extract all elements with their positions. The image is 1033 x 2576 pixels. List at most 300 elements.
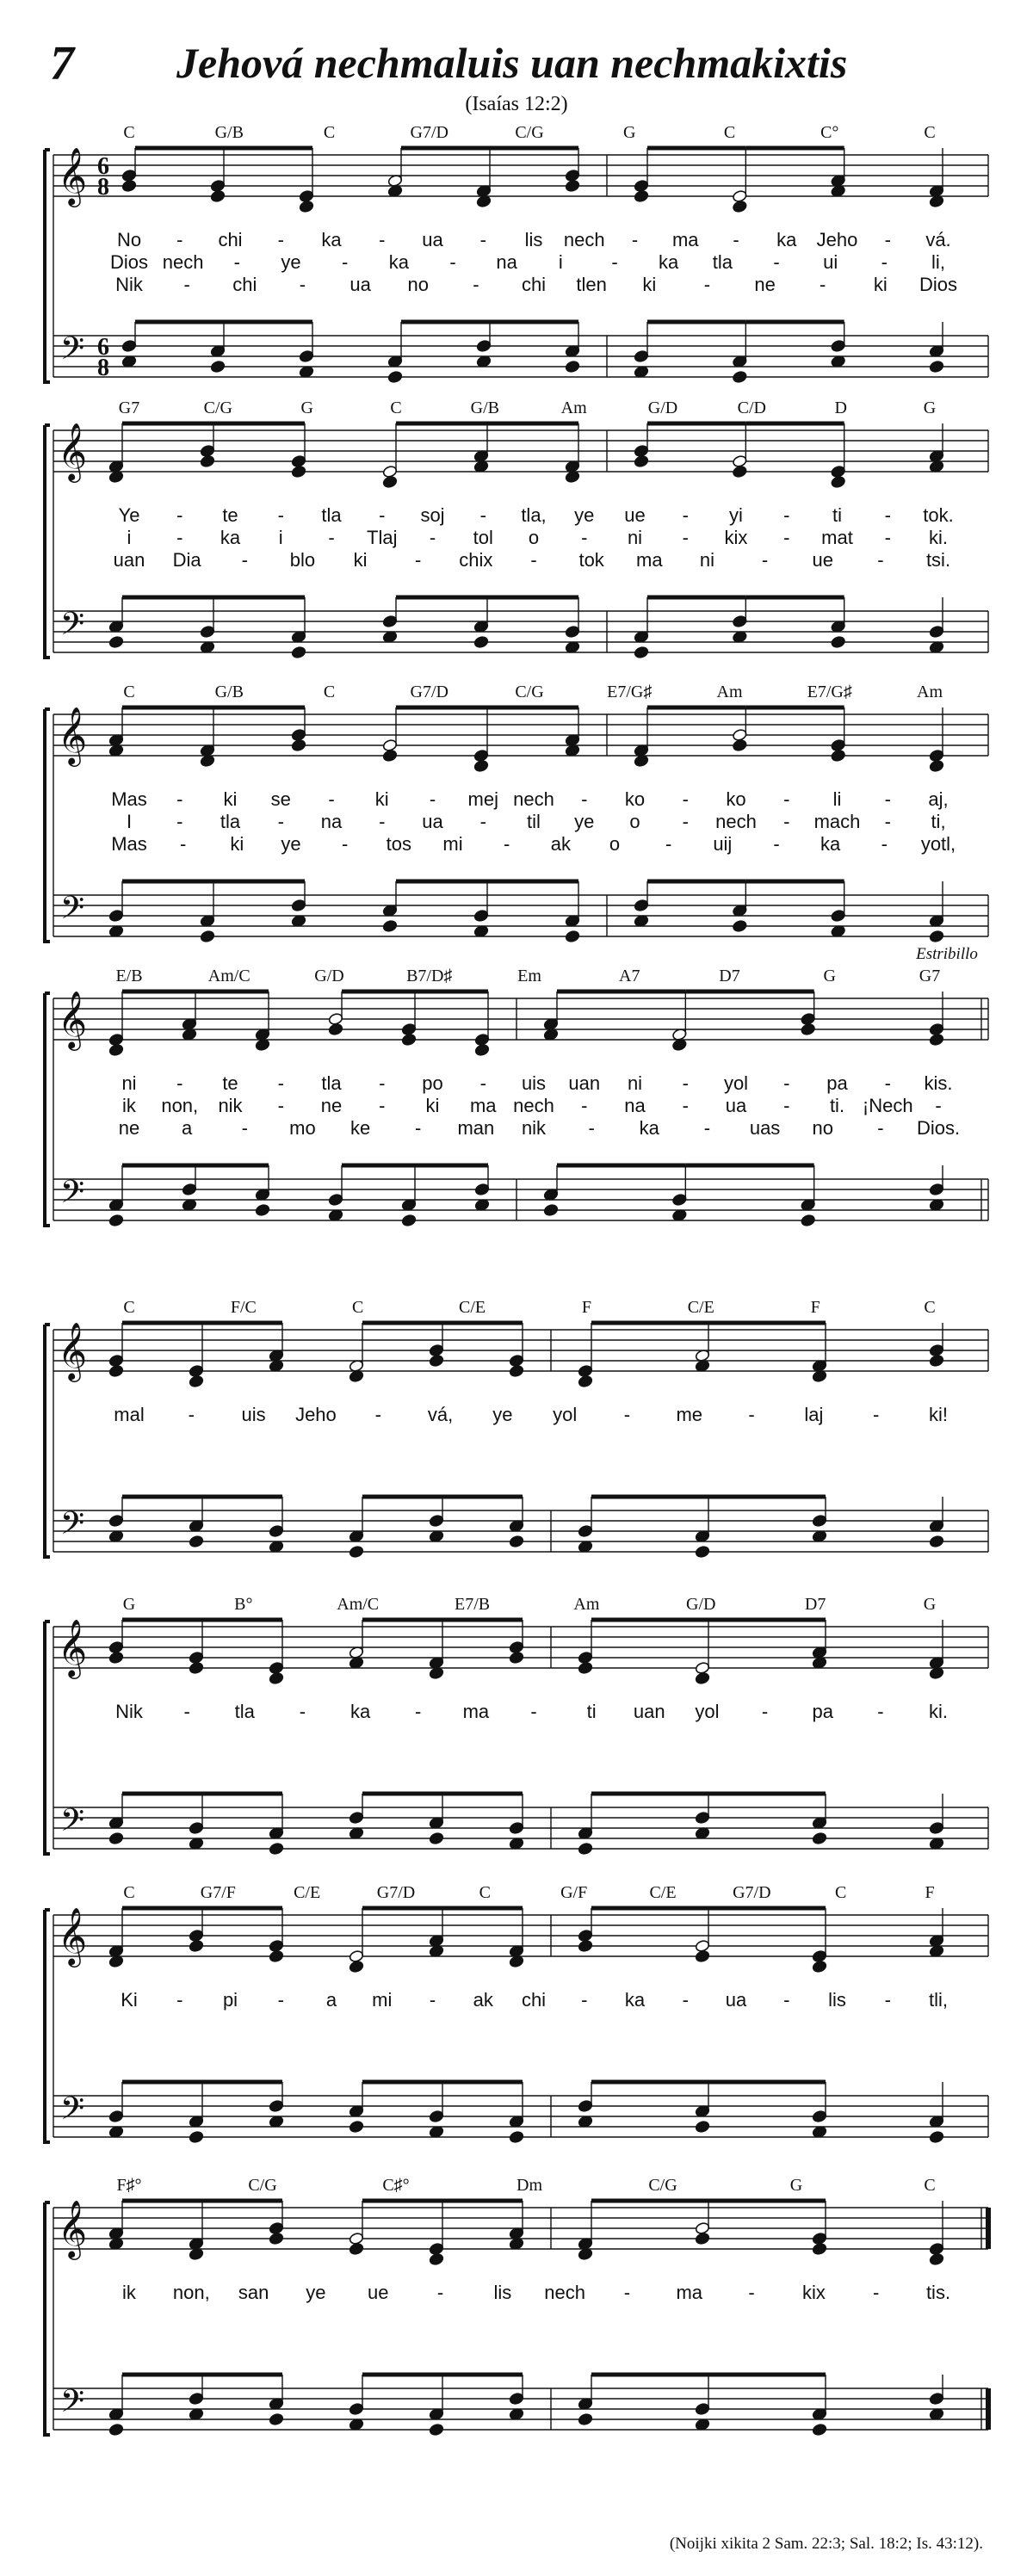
note-head (476, 339, 492, 352)
note-head (108, 1514, 124, 1527)
note-head (108, 1640, 124, 1653)
note-head (732, 615, 747, 627)
note-head (108, 1364, 124, 1377)
lyric-syllable: i (558, 251, 563, 273)
lyric-syllable: nech (513, 788, 554, 810)
lyric-hyphen: - (682, 527, 689, 548)
note-head (634, 349, 649, 362)
lyric-syllable: ua (422, 229, 443, 250)
lyric-syllable: ua (725, 1095, 747, 1116)
note-head (578, 1374, 593, 1387)
note-head (382, 475, 398, 488)
chord-symbol: G (300, 398, 313, 417)
lyric-syllable: uij (713, 833, 733, 855)
note-head (695, 1939, 710, 1952)
note-head (473, 635, 489, 648)
lyric-syllable: vá. (925, 229, 951, 250)
note-head (401, 1022, 417, 1035)
note-head (299, 200, 314, 213)
lyric-syllable: na (496, 251, 517, 273)
bass-clef-icon: 𝄢 (59, 1505, 85, 1549)
note-head (387, 370, 403, 383)
note-head (578, 1939, 593, 1952)
lyric-hyphen: - (877, 1701, 884, 1722)
chord-symbol: C/D (737, 398, 767, 417)
lyric-syllable: ka (639, 1117, 659, 1139)
lyric-syllable: tok. (923, 504, 954, 526)
scripture-reference: (Isaías 12:2) (465, 93, 568, 115)
note-head (929, 930, 944, 942)
lyric-hyphen: - (415, 1701, 422, 1722)
chord-symbol: C (924, 2176, 936, 2195)
note-head (509, 2130, 524, 2143)
lyric-syllable: yol (723, 1072, 749, 1094)
lyric-syllable: nech (162, 251, 204, 273)
lyric-syllable: ki. (929, 1701, 948, 1722)
lyric-syllable: yol (695, 1701, 720, 1722)
lyric-syllable: yol (553, 1404, 578, 1425)
lyric-hyphen: - (328, 527, 335, 548)
lyric-syllable: ik (122, 1095, 136, 1116)
lyric-syllable: kix (801, 2282, 826, 2303)
lyric-syllable: ua (422, 811, 443, 832)
chord-symbol: G7/D (410, 123, 448, 142)
lyric-syllable: lis (828, 1989, 846, 2011)
chord-symbol: C/E (294, 1883, 321, 1902)
note-head (269, 1671, 284, 1684)
treble-clef-icon: 𝄞 (57, 1321, 88, 1380)
lyric-syllable: tlen (576, 274, 607, 295)
lyric-syllable: tla (234, 1701, 255, 1722)
note-head (108, 1043, 124, 1056)
note-head (382, 615, 398, 627)
note-head (210, 179, 226, 192)
note-head (831, 749, 846, 762)
lyric-syllable: yotl, (920, 833, 956, 855)
lyric-hyphen: - (479, 1072, 486, 1094)
lyric-syllable: nik (218, 1095, 243, 1116)
lyric-hyphen: - (436, 2282, 444, 2303)
lyric-hyphen: - (342, 833, 349, 855)
note-head (108, 2110, 124, 2122)
lyric-syllable: ui (823, 251, 838, 273)
lyric-hyphen: - (479, 229, 486, 250)
lyric-syllable: ye (281, 251, 301, 273)
note-head (565, 930, 580, 942)
lyric-syllable: man (457, 1117, 495, 1139)
note-head (108, 1832, 124, 1844)
note-head (695, 1545, 710, 1558)
note-head (695, 1949, 710, 1962)
note-head (831, 465, 846, 478)
treble-clef-icon: 𝄞 (57, 990, 88, 1048)
chord-symbol: Am/C (337, 1595, 380, 1614)
note-head (189, 1821, 204, 1834)
lyric-syllable: ko (624, 788, 646, 810)
lyric-syllable: non, (161, 1095, 199, 1116)
lyric-syllable: ki (230, 833, 244, 855)
note-head (291, 454, 306, 467)
note-head (189, 1374, 204, 1387)
lyric-syllable: san (238, 2282, 269, 2303)
lyric-hyphen: - (277, 504, 284, 526)
lyric-hyphen: - (783, 1072, 790, 1094)
lyric-syllable: uas (749, 1117, 781, 1139)
lyric-syllable: soj (420, 504, 445, 526)
lyric-syllable: ue (812, 549, 833, 571)
lyric-syllable: ke (349, 1117, 371, 1139)
lyric-hyphen: - (884, 504, 891, 526)
lyric-hyphen: - (631, 229, 639, 250)
lyric-syllable: se (270, 788, 291, 810)
lyric-hyphen: - (328, 788, 335, 810)
note-head (695, 1671, 710, 1684)
lyric-hyphen: - (682, 1095, 689, 1116)
chord-symbol: Am (716, 683, 743, 701)
chord-symbol: Em (517, 967, 541, 985)
lyric-hyphen: - (783, 1989, 790, 2011)
footer-note: (Noijki xikita 2 Sam. 22:3; Sal. 18:2; Is. 43:12). (669, 2535, 983, 2553)
note-head (509, 1640, 524, 1653)
lyric-syllable: Dia (172, 549, 201, 571)
lyric-syllable: tos (386, 833, 412, 855)
note-head (349, 1545, 364, 1558)
note-head (634, 179, 649, 192)
lyric-hyphen: - (581, 527, 588, 548)
lyric-syllable: me (676, 1404, 703, 1425)
lyric-syllable: Nik (115, 1701, 143, 1722)
note-head (929, 2130, 944, 2143)
system-bracket (45, 1325, 50, 1557)
lyric-hyphen: - (773, 251, 780, 273)
chord-symbol: G (789, 2176, 803, 2195)
lyric-syllable: ¡Nech (862, 1095, 913, 1116)
chord-symbol: Am (573, 1595, 600, 1614)
system-bracket (45, 1910, 50, 2142)
lyric-syllable: ki! (929, 1404, 948, 1425)
bass-clef-icon: 𝄢 (59, 1802, 85, 1846)
chord-symbol: C (834, 1883, 847, 1902)
lyric-syllable: vá, (427, 1404, 454, 1425)
chord-symbol: G (122, 1595, 136, 1614)
note-head (200, 444, 215, 457)
lyric-syllable: Mas (111, 833, 147, 855)
note-head (812, 1514, 827, 1527)
note-head (929, 360, 944, 373)
treble-clef-icon: 𝄞 (57, 706, 88, 764)
lyric-syllable: Ye (118, 504, 140, 526)
note-head (429, 1832, 444, 1844)
chord-symbol: F/C (230, 1298, 257, 1317)
chord-symbol: G (923, 1595, 937, 1614)
lyric-hyphen: - (623, 1404, 631, 1425)
note-head (328, 1193, 343, 1206)
bass-clef-icon: 𝄢 (59, 2091, 85, 2134)
lyric-hyphen: - (429, 527, 436, 548)
lyric-hyphen: - (877, 1117, 884, 1139)
lyric-hyphen: - (479, 504, 486, 526)
lyric-hyphen: - (761, 1701, 769, 1722)
note-head (429, 2110, 444, 2122)
note-head (634, 444, 649, 457)
lyric-syllable: chi (218, 229, 243, 250)
lyric-hyphen: - (176, 1072, 183, 1094)
lyric-syllable: ma (636, 549, 663, 571)
chord-symbol: F (581, 1298, 591, 1317)
lyric-hyphen: - (277, 1095, 284, 1116)
note-head (634, 899, 649, 911)
note-head (473, 909, 489, 922)
system-bracket (45, 1622, 50, 1854)
lyric-hyphen: - (884, 527, 891, 548)
chord-symbol: C (323, 683, 336, 701)
lyric-syllable: Nik (115, 274, 143, 295)
lyric-hyphen: - (581, 788, 588, 810)
note-head (578, 2412, 593, 2425)
lyric-hyphen: - (241, 549, 248, 571)
note-head (929, 2392, 944, 2405)
lyric-hyphen: - (761, 549, 769, 571)
chord-symbol: D7 (719, 967, 740, 985)
lyric-syllable: ni (627, 527, 643, 548)
lyric-syllable: po (422, 1072, 443, 1094)
note-head (812, 2242, 827, 2255)
bass-clef-icon: 𝄢 (59, 1174, 85, 1218)
lyric-syllable: ki (374, 788, 389, 810)
lyric-hyphen: - (783, 811, 790, 832)
lyric-syllable: lis (524, 229, 543, 250)
lyric-syllable: o (609, 833, 621, 855)
note-head (189, 1651, 204, 1664)
note-head (929, 749, 944, 762)
chord-symbol: Am (917, 683, 943, 701)
lyric-syllable: nech (563, 229, 605, 250)
lyric-syllable: Dios. (916, 1117, 961, 1139)
lyric-hyphen: - (277, 1072, 284, 1094)
hymn-number: 7 (50, 37, 74, 90)
lyric-syllable: ki (425, 1095, 440, 1116)
lyric-hyphen: - (783, 527, 790, 548)
lyric-hyphen: - (379, 229, 386, 250)
note-head (200, 930, 215, 942)
time-signature-bottom: 8 (97, 174, 109, 201)
chord-symbol: C (123, 683, 135, 701)
note-head (429, 1514, 444, 1527)
lyric-syllable: ka (388, 251, 409, 273)
note-head (429, 2242, 444, 2255)
lyric-hyphen: - (429, 788, 436, 810)
note-head (299, 349, 314, 362)
system-bracket (45, 150, 50, 382)
lyric-hyphen: - (277, 811, 284, 832)
note-head (349, 1811, 364, 1824)
lyric-syllable: ki (223, 788, 238, 810)
lyric-hyphen: - (581, 1989, 588, 2011)
lyric-syllable: tli, (929, 1989, 948, 2011)
treble-clef-icon: 𝄞 (57, 146, 88, 205)
note-head (578, 1929, 593, 1942)
lyric-hyphen: - (176, 1989, 183, 2011)
lyric-syllable: no (407, 274, 429, 295)
chord-symbol: G/B (214, 683, 244, 701)
lyric-syllable: chi (232, 274, 257, 295)
chord-symbol: A7 (619, 967, 640, 985)
lyric-hyphen: - (682, 811, 689, 832)
lyric-syllable: ue (367, 2282, 389, 2303)
chord-symbol: C (123, 123, 135, 142)
lyric-syllable: pa (812, 1701, 833, 1722)
lyric-hyphen: - (429, 1989, 436, 2011)
note-head (474, 1183, 490, 1195)
note-head (269, 1939, 284, 1952)
note-head (291, 738, 306, 751)
chord-symbol: C/G (203, 398, 233, 417)
note-head (401, 1033, 417, 1046)
lyric-syllable: Dios (919, 274, 958, 295)
note-head (812, 2232, 827, 2245)
lyric-syllable: ni (121, 1072, 137, 1094)
lyric-syllable: ye (306, 2282, 326, 2303)
note-head (121, 179, 137, 192)
note-head (929, 1354, 944, 1367)
lyric-hyphen: - (530, 549, 537, 571)
note-head (732, 728, 747, 741)
lyric-syllable: ye (574, 811, 595, 832)
note-head (349, 2402, 364, 2415)
chord-symbol: C♯° (382, 2176, 410, 2195)
lyric-hyphen: - (884, 229, 891, 250)
chord-symbol: G/D (686, 1595, 716, 1614)
hymn-title: Jehová nechmaluis uan nechmakixtis (176, 39, 848, 87)
chord-symbol: G (823, 967, 836, 985)
note-head (401, 1214, 417, 1226)
chord-symbol: C (123, 1883, 135, 1902)
chord-symbol: E7/G♯ (607, 683, 653, 701)
lyric-syllable: ne (320, 1095, 343, 1116)
lyric-syllable: ye (281, 833, 301, 855)
note-head (695, 1661, 710, 1674)
note-head (299, 189, 314, 202)
lyric-syllable: ua (349, 274, 371, 295)
chord-symbol: G7/D (410, 683, 448, 701)
chord-symbol: G7 (118, 398, 140, 417)
system-2 (45, 398, 988, 659)
treble-clef-icon: 𝄞 (57, 2199, 88, 2258)
note-head (429, 2252, 444, 2265)
note-head (929, 759, 944, 772)
note-head (578, 1661, 593, 1674)
lyric-syllable: ak (550, 833, 571, 855)
note-head (732, 465, 747, 478)
lyric-hyphen: - (820, 274, 826, 295)
note-head (189, 1929, 204, 1942)
lyric-syllable: ue (624, 504, 646, 526)
chord-symbol: G/B (214, 123, 244, 142)
lyric-hyphen: - (379, 1072, 386, 1094)
note-head (929, 1022, 944, 1035)
lyric-syllable: I (126, 811, 133, 832)
chord-symbol: E7/G♯ (807, 683, 852, 701)
system-4 (45, 945, 988, 1227)
system-1 (45, 123, 988, 384)
lyric-syllable: blo (289, 549, 316, 571)
lyric-syllable: ka (776, 229, 797, 250)
system-3 (45, 683, 988, 943)
note-head (578, 1651, 593, 1664)
lyric-hyphen: - (884, 811, 891, 832)
lyric-syllable: nech (544, 2282, 586, 2303)
lyric-syllable: ti. (829, 1095, 845, 1116)
note-head (695, 1811, 710, 1824)
lyric-syllable: mach (813, 811, 861, 832)
lyric-syllable: ma (671, 229, 699, 250)
note-head (929, 2252, 944, 2265)
chord-symbol: Am/C (207, 967, 251, 985)
lyric-hyphen: - (884, 788, 891, 810)
note-head (189, 2392, 204, 2405)
lyric-syllable: ye (492, 1404, 513, 1425)
lyric-syllable: ka (349, 1701, 371, 1722)
lyric-syllable: No (116, 229, 142, 250)
note-head (473, 759, 489, 772)
note-head (108, 1651, 124, 1664)
chord-symbol: G (623, 123, 636, 142)
lyric-syllable: i (278, 527, 283, 548)
note-head (291, 728, 306, 741)
lyric-hyphen: - (884, 1989, 891, 2011)
lyric-syllable: ka (820, 833, 841, 855)
chord-symbol: C (723, 123, 736, 142)
lyric-hyphen: - (682, 1072, 689, 1094)
note-head (291, 899, 306, 911)
note-head (509, 1354, 524, 1367)
note-head (108, 1354, 124, 1367)
note-head (200, 625, 215, 638)
lyric-syllable: li (832, 788, 842, 810)
note-head (269, 1842, 284, 1855)
note-head (189, 1535, 204, 1547)
chord-symbol: Am (560, 398, 587, 417)
lyric-hyphen: - (379, 811, 386, 832)
note-head (695, 2232, 710, 2245)
lyric-hyphen: - (504, 833, 510, 855)
lyric-hyphen: - (783, 788, 790, 810)
note-head (210, 189, 226, 202)
lyric-syllable: mej (467, 788, 498, 810)
lyric-syllable: ki (873, 274, 888, 295)
lyric-syllable: tol (473, 527, 493, 548)
note-head (929, 1344, 944, 1356)
note-head (543, 1203, 559, 1216)
lyric-syllable: a (325, 1989, 337, 2011)
lyric-syllable: laj (804, 1404, 824, 1425)
bass-clef-icon: 𝄢 (59, 2383, 85, 2427)
note-head (349, 2232, 364, 2245)
lyric-syllable: ka (659, 251, 679, 273)
lyric-hyphen: - (277, 229, 284, 250)
lyric-syllable: kis. (924, 1072, 953, 1094)
lyric-syllable: uan (568, 1072, 601, 1094)
note-head (121, 169, 137, 182)
note-head (382, 465, 398, 478)
lyric-syllable: tsi. (925, 549, 951, 571)
lyric-syllable: tla (321, 1072, 342, 1094)
lyric-syllable: ua (725, 1989, 747, 2011)
note-head (929, 1535, 944, 1547)
lyric-syllable: tla, (521, 504, 547, 526)
lyric-hyphen: - (588, 1117, 595, 1139)
note-head (801, 1022, 816, 1035)
